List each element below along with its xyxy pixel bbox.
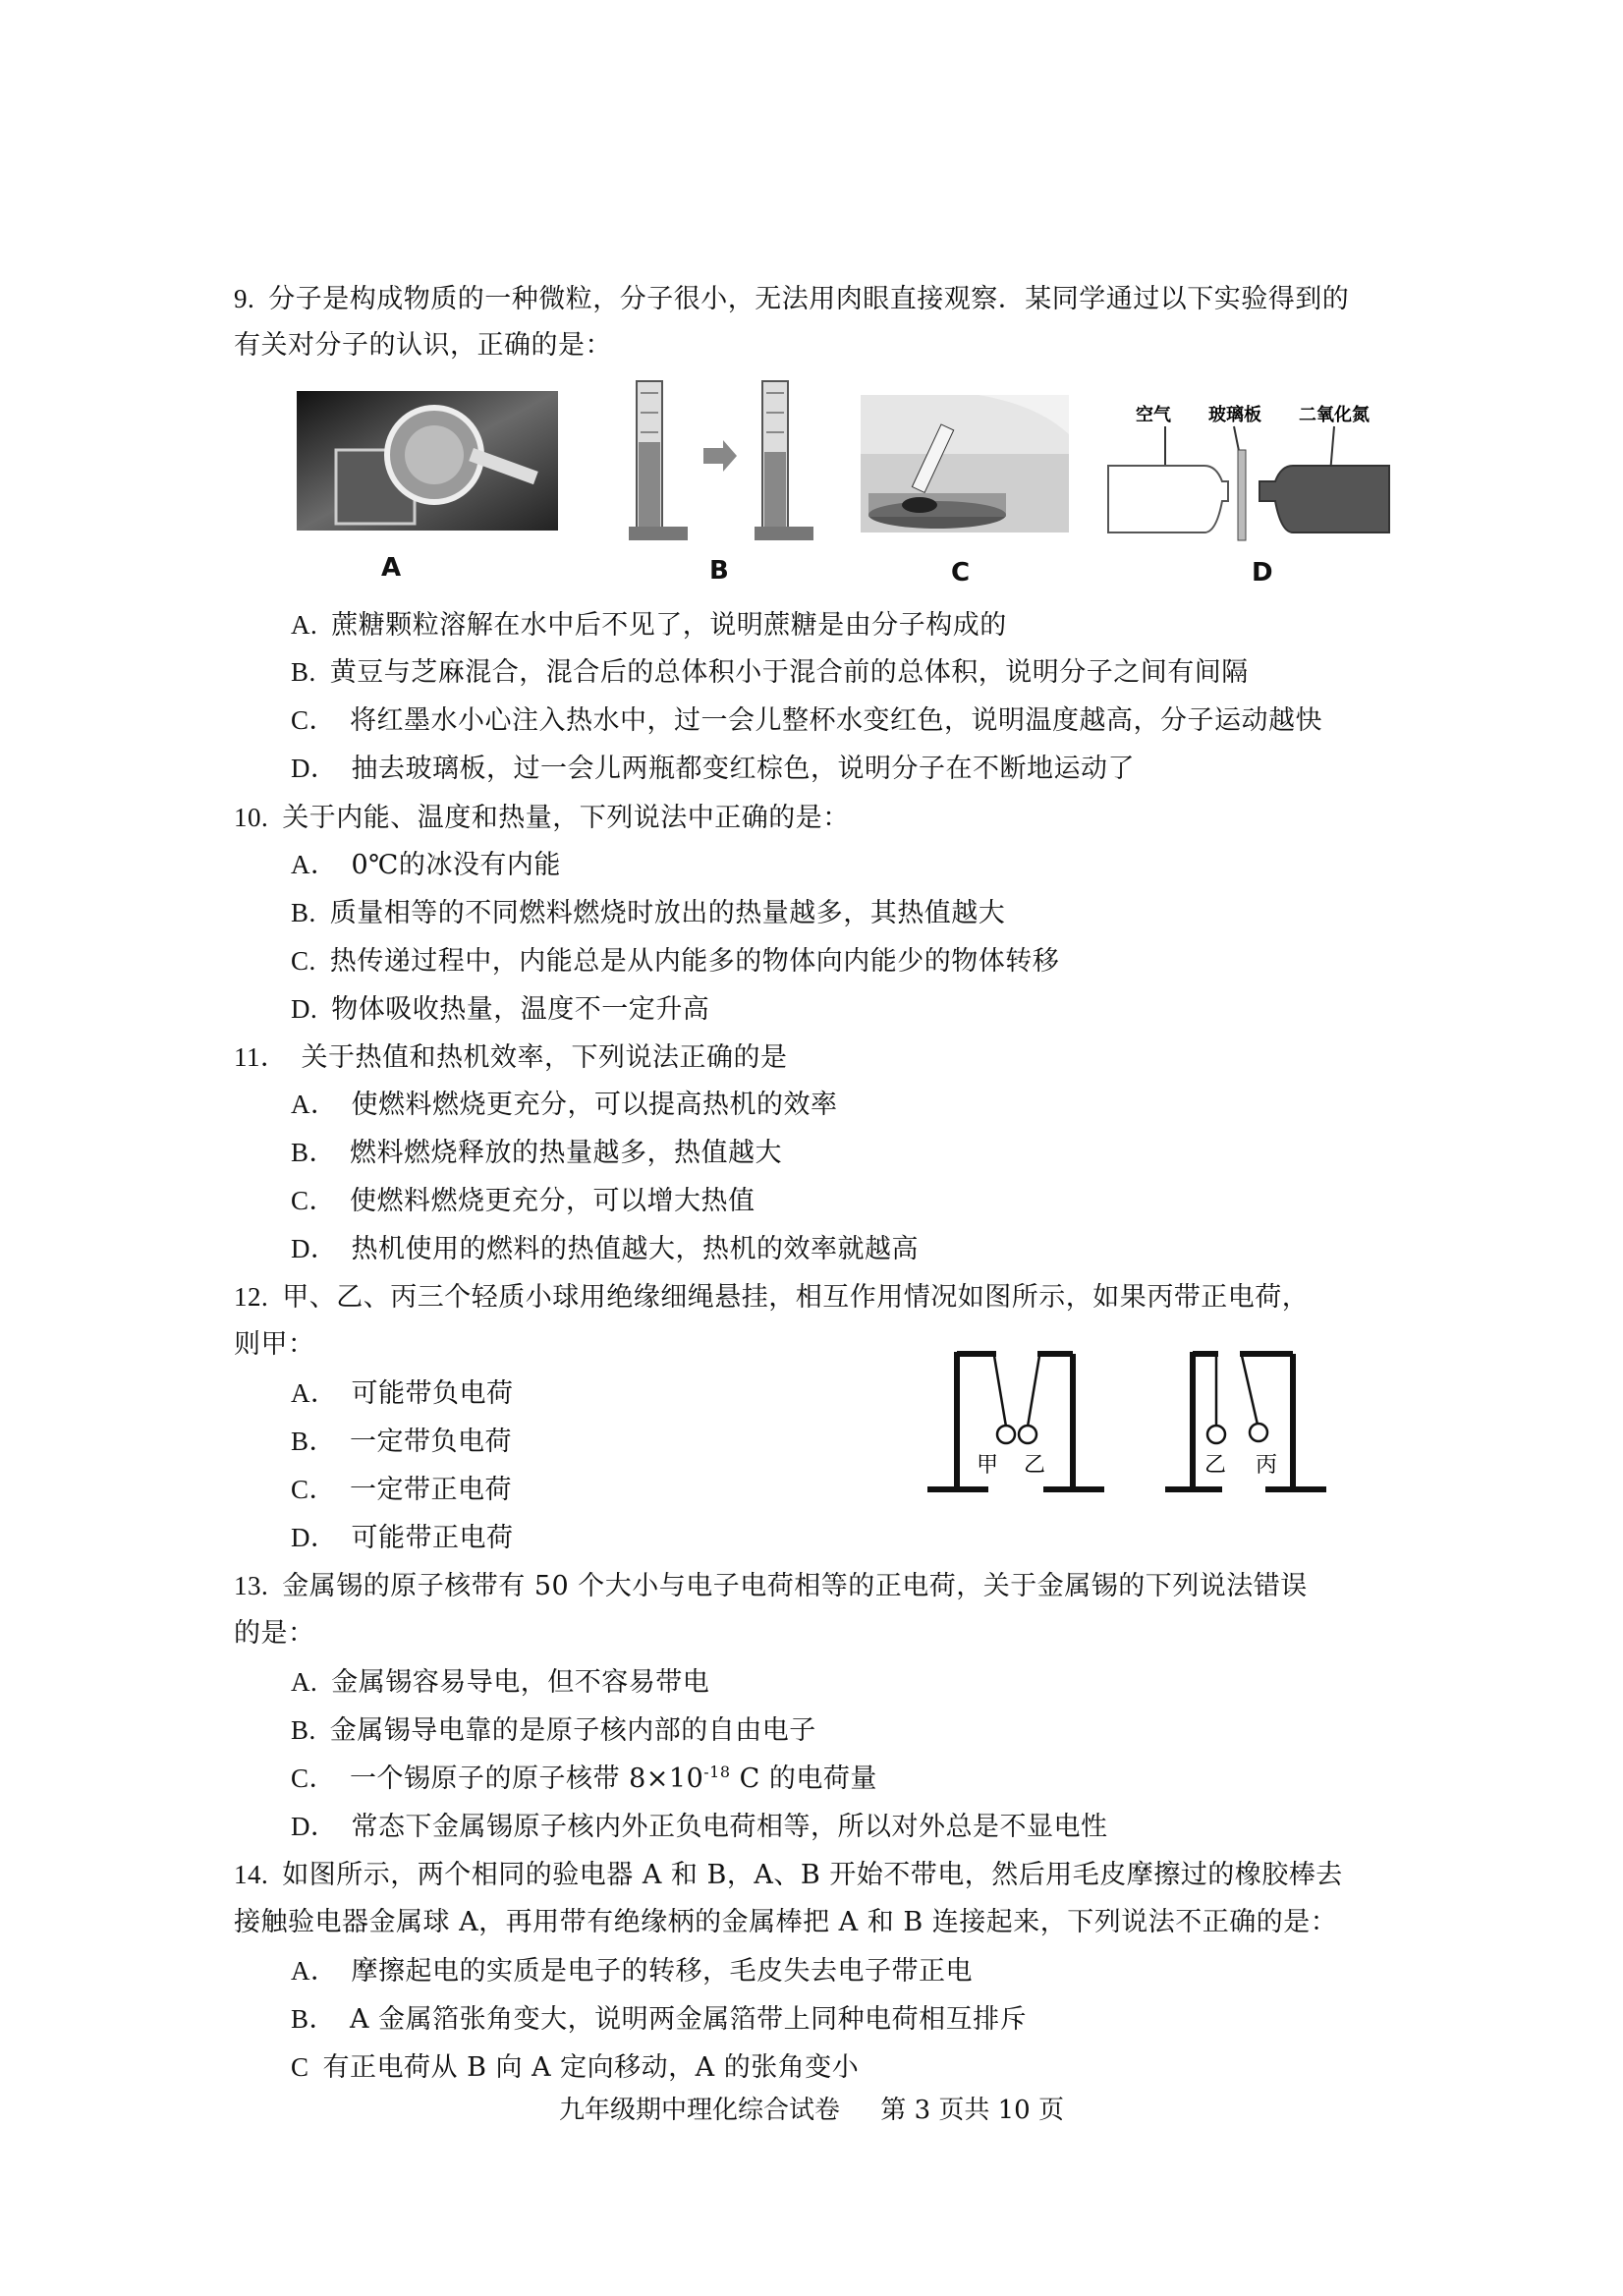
q12-option-d-letter: D． — [291, 1523, 338, 1552]
q10-option-b-text: 质量相等的不同燃料燃烧时放出的热量越多，其热值越大 — [329, 898, 1006, 928]
q12-stem-1: 甲、乙、丙三个轻质小球用绝缘细绳悬挂，相互作用情况如图所示，如果丙带正电荷， — [282, 1282, 1310, 1313]
q12-option-c — [291, 1470, 512, 1510]
q14-option-a-text: 摩擦起电的实质是电子的转移，毛皮失去电子带正电 — [351, 1956, 973, 1987]
q12-label-yi-1: 乙 — [1024, 1453, 1046, 1478]
q13-option-b — [291, 1710, 816, 1751]
q13-number: 13. — [234, 1571, 269, 1600]
q10-stem-text: 关于内能、温度和热量，下列说法中正确的是： — [282, 803, 850, 833]
q11-option-d — [291, 1229, 919, 1269]
q11-option-c — [291, 1181, 756, 1221]
q10-option-c-letter: C. — [291, 946, 316, 976]
q13-option-b-letter: B. — [291, 1715, 316, 1745]
q12-label-yi-2: 乙 — [1204, 1453, 1227, 1478]
q12-option-d — [291, 1518, 514, 1558]
q14-option-c-text: 有正电荷从 B 向 A 定向移动，A 的张角变小 — [322, 2052, 860, 2083]
q13-option-d-text: 常态下金属锡原子核内外正负电荷相等，所以对外总是不显电性 — [351, 1812, 1108, 1842]
q14-line2: 接触验电器金属球 A，再用带有绝缘柄的金属棒把 A 和 B 连接起来，下列说法不正确的是： — [234, 1907, 1338, 1937]
q10-option-d — [291, 989, 709, 1030]
q14-stem-1: 如图所示，两个相同的验电器 A 和 B，A、B 开始不带电，然后用毛皮摩擦过的橡胶棒去 — [282, 1860, 1343, 1890]
q14-option-b — [291, 1999, 1027, 2040]
q13-option-c-letter: C． — [291, 1764, 337, 1793]
q14-option-a-letter: A． — [291, 1956, 338, 1986]
q12-option-a-letter: A． — [291, 1378, 338, 1408]
q14-option-b-text: A 金属箔张角变大，说明两金属箔带上同种电荷相互排斥 — [350, 2004, 1028, 2035]
q12-option-c-text: 一定带正电荷 — [350, 1475, 513, 1505]
q9-option-d-letter: D． — [291, 754, 338, 783]
q14-number: 14. — [234, 1860, 269, 1889]
q9-figure-b-label: B — [709, 556, 729, 586]
q10-option-b — [291, 893, 1005, 933]
q13-stem-1: 金属锡的原子核带有 50 个大小与电子电荷相等的正电荷，关于金属锡的下列说法错误 — [282, 1571, 1308, 1601]
q9-option-c-letter: C． — [291, 705, 337, 735]
q9-figure-c-label: C — [951, 558, 971, 588]
q11-option-c-text: 使燃料燃烧更充分，可以增大热值 — [350, 1186, 756, 1216]
q11-option-a-letter: A． — [291, 1090, 338, 1119]
q11-option-d-letter: D． — [291, 1234, 338, 1263]
q9-option-b-text: 黄豆与芝麻混合，混合后的总体积小于混合前的总体积，说明分子之间有间隔 — [329, 657, 1249, 688]
q12-option-b-text: 一定带负电荷 — [350, 1427, 513, 1457]
q11-option-a — [291, 1085, 838, 1125]
q11-option-c-letter: C． — [291, 1186, 337, 1215]
q9-figure-d-label-air: 空气 — [1136, 405, 1171, 425]
q9-figure-a — [297, 391, 558, 531]
q13-option-c — [291, 1759, 877, 1799]
q9-option-a-letter: A. — [291, 610, 318, 640]
q13-option-a-letter: A. — [291, 1667, 318, 1697]
page-footer: 九年级期中理化综合试卷 第 3 页共 10 页 — [558, 2096, 1064, 2125]
q9-number: 9. — [234, 284, 255, 313]
q9-figure-c — [861, 395, 1069, 532]
q12-option-a — [291, 1373, 514, 1414]
q9-option-d-text: 抽去玻璃板，过一会儿两瓶都变红棕色，说明分子在不断地运动了 — [351, 754, 1135, 784]
q11-option-d-text: 热机使用的燃料的热值越大，热机的效率就越高 — [351, 1234, 919, 1264]
q12-figure — [927, 1348, 1340, 1495]
q9-line2: 有关对分子的认识，正确的是： — [234, 330, 612, 361]
q12-label-jia-1: 甲 — [977, 1453, 999, 1478]
q12-option-b-letter: B． — [291, 1427, 337, 1456]
q11-stem-text: 关于热值和热机效率，下列说法正确的是 — [301, 1042, 788, 1073]
q13-option-b-text: 金属锡导电靠的是原子核内部的自由电子 — [329, 1715, 816, 1746]
q11-option-b-text: 燃料燃烧释放的热量越多，热值越大 — [350, 1138, 783, 1168]
q13-option-a — [291, 1662, 709, 1703]
q9-option-c — [291, 700, 1322, 741]
q12-line1 — [234, 1277, 1309, 1317]
q13-line2: 的是： — [234, 1618, 315, 1649]
q13-option-c-exponent: -18 — [703, 1763, 731, 1781]
q9-figure-a-label: A — [381, 553, 402, 583]
q9-option-b-letter: B. — [291, 657, 316, 687]
q13-option-a-text: 金属锡容易导电，但不容易带电 — [331, 1667, 710, 1698]
q9-option-c-text: 将红墨水小心注入热水中，过一会儿整杯水变红色，说明温度越高，分子运动越快 — [350, 705, 1323, 736]
q11-option-b — [291, 1133, 782, 1173]
q10-option-a — [291, 845, 561, 885]
q9-option-d — [291, 749, 1135, 789]
q9-figure-d — [1106, 401, 1391, 542]
q14-option-c — [291, 2047, 859, 2088]
q12-option-a-text: 可能带负电荷 — [351, 1378, 514, 1409]
q14-option-c-letter: C — [291, 2052, 309, 2082]
q12-label-bing: 丙 — [1256, 1453, 1278, 1478]
q14-option-b-letter: B． — [291, 2004, 337, 2034]
q12-number: 12. — [234, 1282, 269, 1312]
q9-figure-b — [629, 373, 815, 542]
q9-figure-d-label-no2: 二氧化氮 — [1299, 405, 1370, 425]
q10-option-b-letter: B. — [291, 898, 316, 927]
q9-figure-d-label-glass: 玻璃板 — [1208, 405, 1261, 425]
q14-line1 — [234, 1855, 1343, 1895]
q11-option-b-letter: B． — [291, 1138, 337, 1167]
q9-option-a-text: 蔗糖颗粒溶解在水中后不见了，说明蔗糖是由分子构成的 — [331, 610, 1007, 641]
q14-option-a — [291, 1951, 973, 1991]
q12-line2: 则甲： — [234, 1329, 315, 1360]
q9-option-a — [291, 605, 1007, 645]
q12-option-c-letter: C． — [291, 1475, 337, 1504]
q13-line1 — [234, 1566, 1308, 1606]
q10-option-c-text: 热传递过程中，内能总是从内能多的物体向内能少的物体转移 — [329, 946, 1060, 977]
q13-option-d — [291, 1807, 1108, 1847]
q10-option-a-text: 0℃的冰没有内能 — [351, 850, 561, 880]
q12-option-d-text: 可能带正电荷 — [351, 1523, 514, 1553]
q9-figure-d-label: D — [1252, 558, 1273, 588]
q10-stem — [234, 798, 850, 838]
q9-stem-1: 分子是构成物质的一种微粒，分子很小，无法用肉眼直接观察．某同学通过以下实验得到的 — [268, 284, 1350, 314]
q9-option-b — [291, 652, 1249, 693]
q13-option-c-text: 一个锡原子的原子核带 8×10 — [350, 1764, 704, 1794]
q10-option-d-text: 物体吸收热量，温度不一定升高 — [331, 994, 710, 1025]
q11-option-a-text: 使燃料燃烧更充分，可以提高热机的效率 — [351, 1090, 838, 1120]
q11-number: 11． — [234, 1042, 288, 1072]
q10-option-d-letter: D. — [291, 994, 318, 1024]
q12-option-b — [291, 1422, 512, 1462]
q10-option-a-letter: A． — [291, 850, 338, 879]
q10-option-c — [291, 941, 1059, 981]
q13-option-d-letter: D． — [291, 1812, 338, 1841]
q13-option-c-unit: C 的电荷量 — [730, 1764, 877, 1794]
q9-line1 — [234, 279, 1349, 319]
q10-number: 10. — [234, 803, 269, 832]
q11-stem — [234, 1037, 788, 1078]
